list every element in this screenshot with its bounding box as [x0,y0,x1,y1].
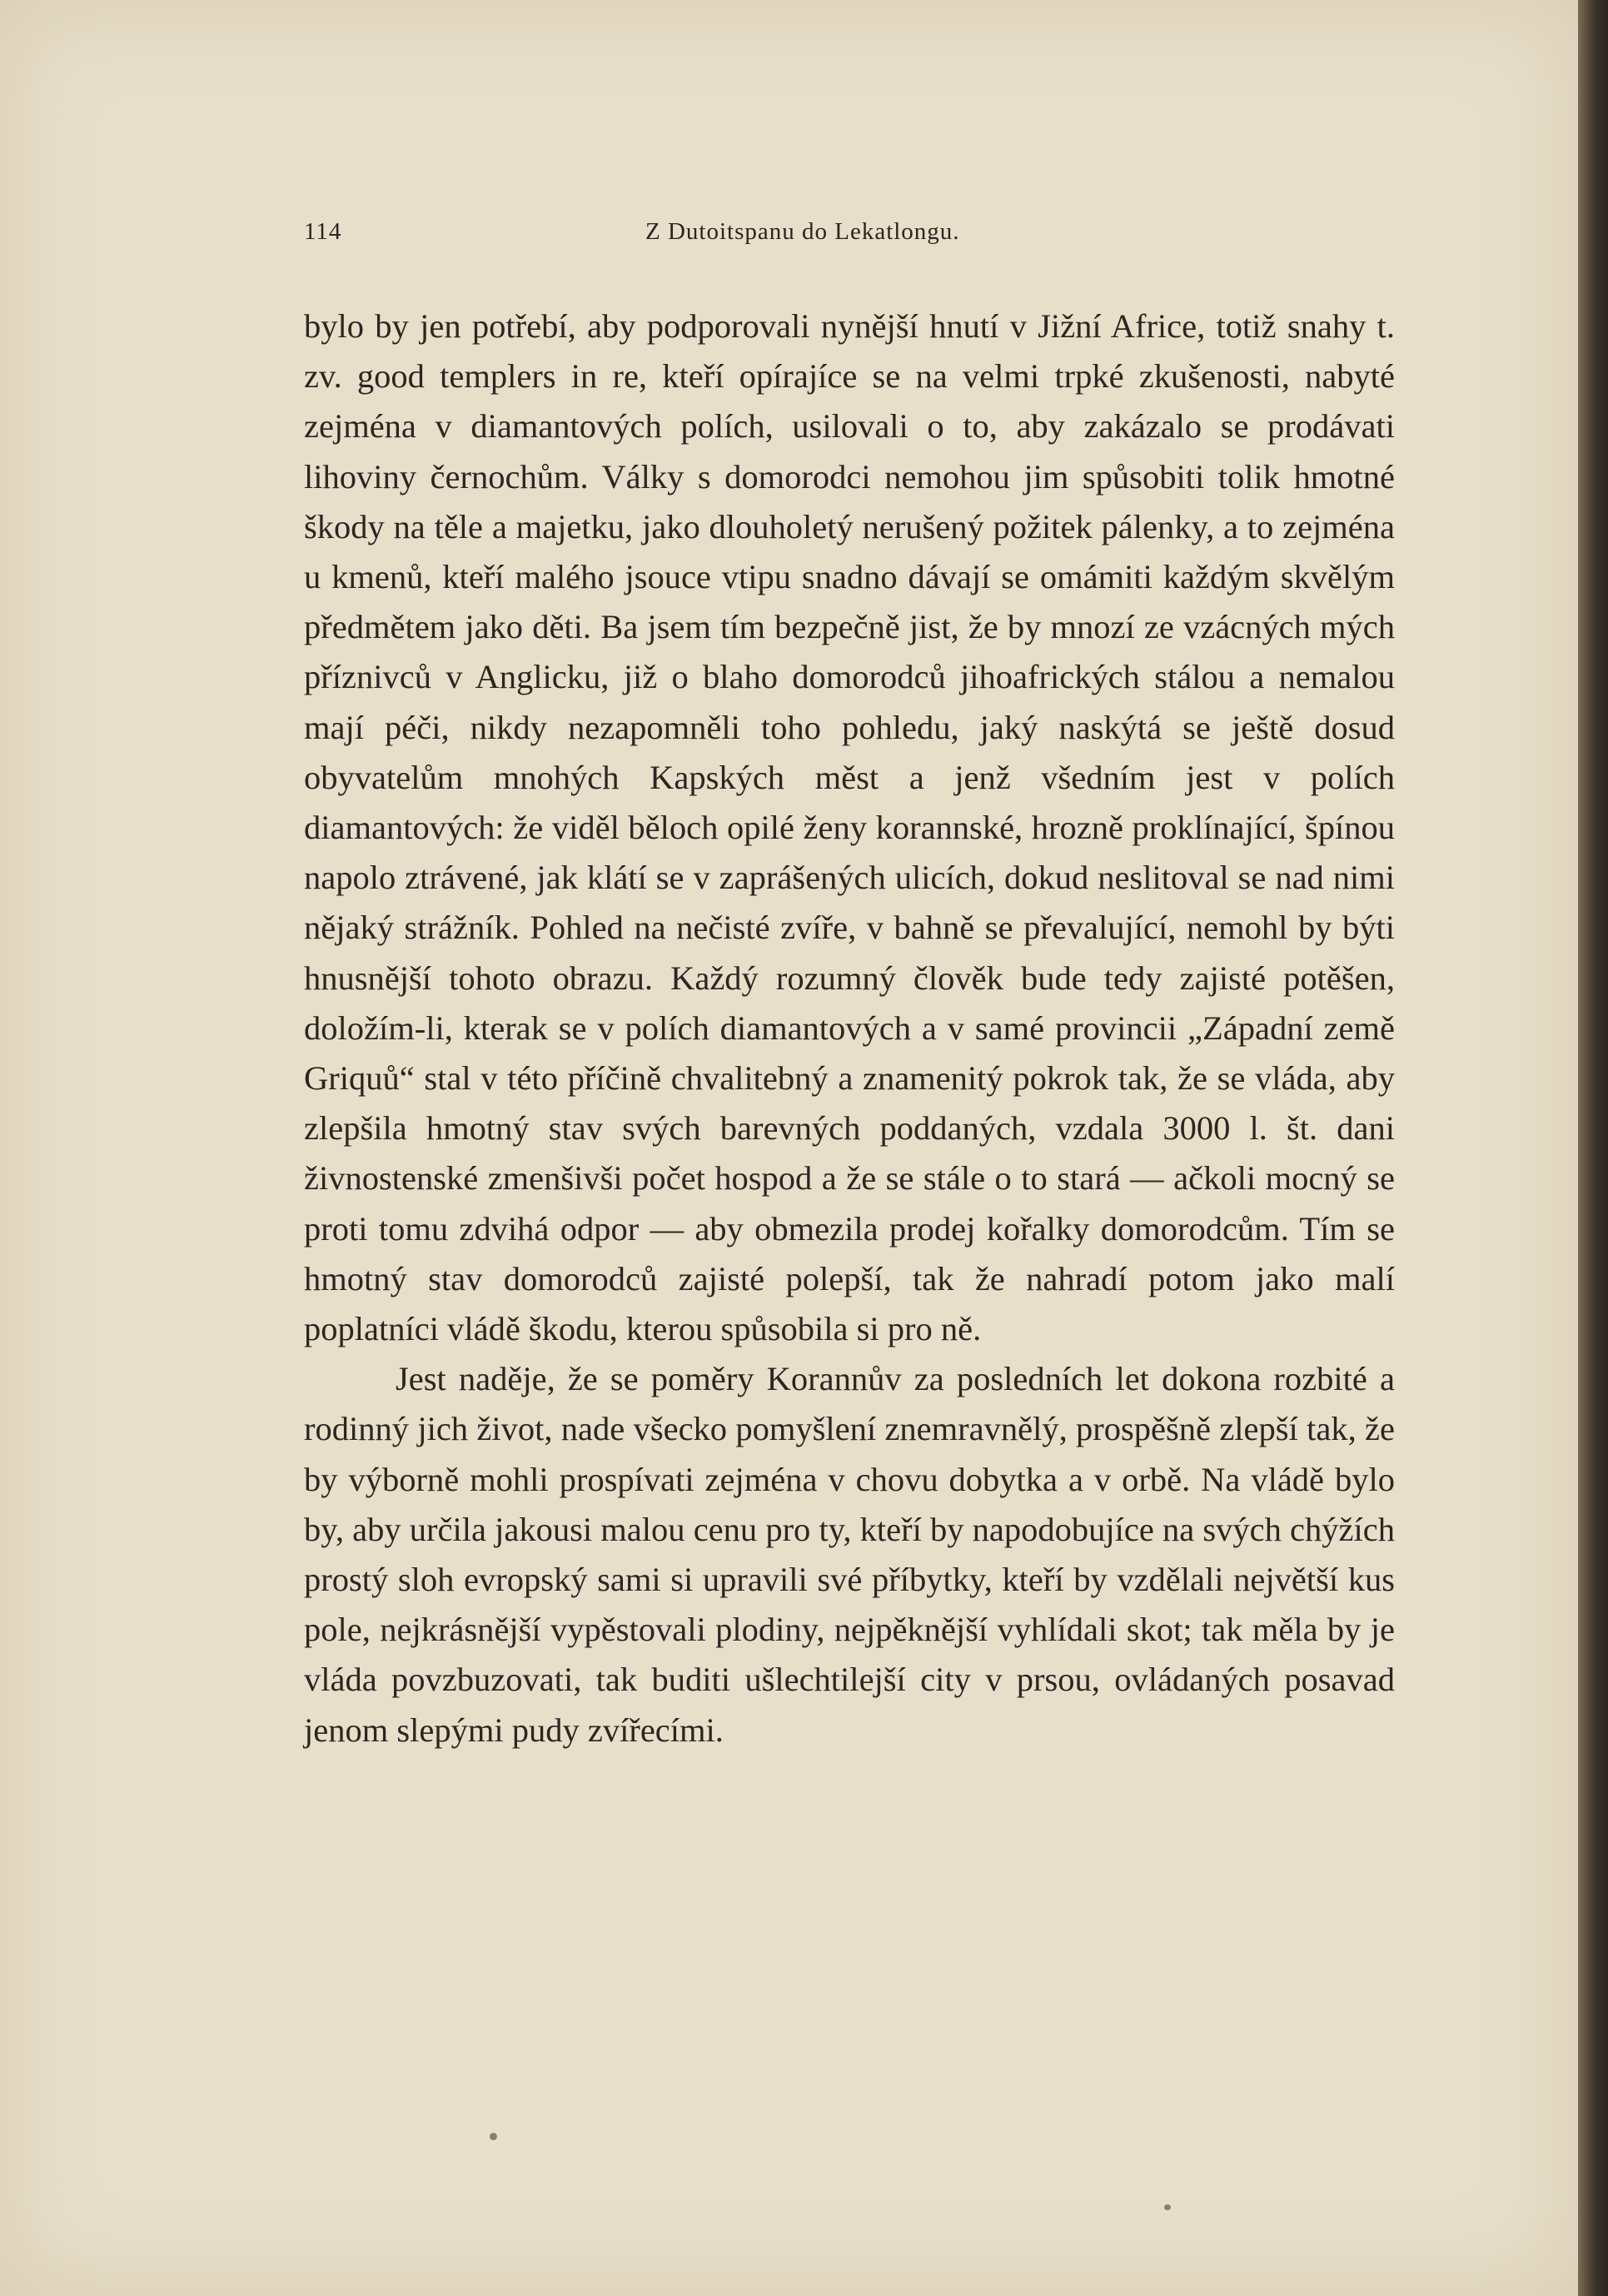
page-number: 114 [304,218,342,245]
paper-speck [490,2133,497,2140]
page-edge-shadow [1578,0,1608,2296]
page-header [304,218,1038,252]
paper-speck [1164,2204,1171,2210]
running-title: Z Dutoitspanu do Lekatlongu. [645,218,960,245]
paragraph-1: bylo by jen potřebí, aby podporovali nynější hnutí v Jižní Africe, totiž snahy t. zv. good templers in re, kteří opírajíce se na velmi trpké zkušenosti, nabyté zejména v diamantových polích, usilovali o to, aby zakázalo se prodávati lihoviny černochům. Války s domorodci nemohou jim spůsobiti tolik hmotné škody na těle a majetku, jako dlouholetý nerušený požitek pálenky, a to zejména u kmenů, kteří malého jsouce vtipu snadno dávají se omámiti každým skvělým předmětem jako děti. Ba jsem tím bezpečně jist, že by mnozí ze vzácných mých příznivců v Anglicku, již o blaho domorodců jihoafrických stálou a nemalou mají péči, nikdy nezapomněli toho pohledu, jaký naskýtá se ještě dosud obyvatelům mnohých Kapských měst a jenž všedním jest v polích diamantových: že viděl běloch opilé ženy korannské, hrozně proklínající, špínou napolo ztrávené, jak klátí se v zaprášených ulicích, dokud neslitoval se nad nimi nějaký strážník. Pohled na nečisté zvíře, v bahně se převalující, nemohl by býti hnusnější tohoto obrazu. Každý rozumný člověk bude tedy zajisté potěšen, doložím-li, kterak se v polích diamantových a v samé provincii „Západní země Griquů“ stal v této příčině chvalitebný a znamenitý pokrok tak, že se vláda, aby zlepšila hmotný stav svých barevných poddaných, vzdala 3000 l. št. dani živnostenské zmenšivši počet hospod a že se stále o to stará — ačkoli mocný se proti tomu zdvihá odpor — aby obmezila prodej kořalky domorodcům. Tím se hmotný stav domorodců zajisté polepší, tak že nahradí potom jako malí poplatníci vládě škodu, kterou spůsobila si pro ně. [304,307,1395,1348]
body-text [304,301,1395,1756]
paragraph-2: Jest naděje, že se poměry Korannův za posledních let dokona rozbité a rodinný jich život, nade všecko pomyšlení znemravnělý, prospěšně zlepší tak, že by výborně mohli prospívati zejména v chovu dobytka a v orbě. Na vládě bylo by, aby určila jakousi malou cenu pro ty, kteří by napodobujíce na svých chýžích prostý sloh evropský sami si upravili své příbytky, kteří by vzdělali největší kus pole, nejkrásnější vypěstovali plodiny, nejpěknější vyhlídali skot; tak měla by je vláda povzbuzovati, tak buditi ušlechtilejší city v prsou, ovládaných posavad jenom slepými pudy zvířecími. [304,1360,1395,1749]
